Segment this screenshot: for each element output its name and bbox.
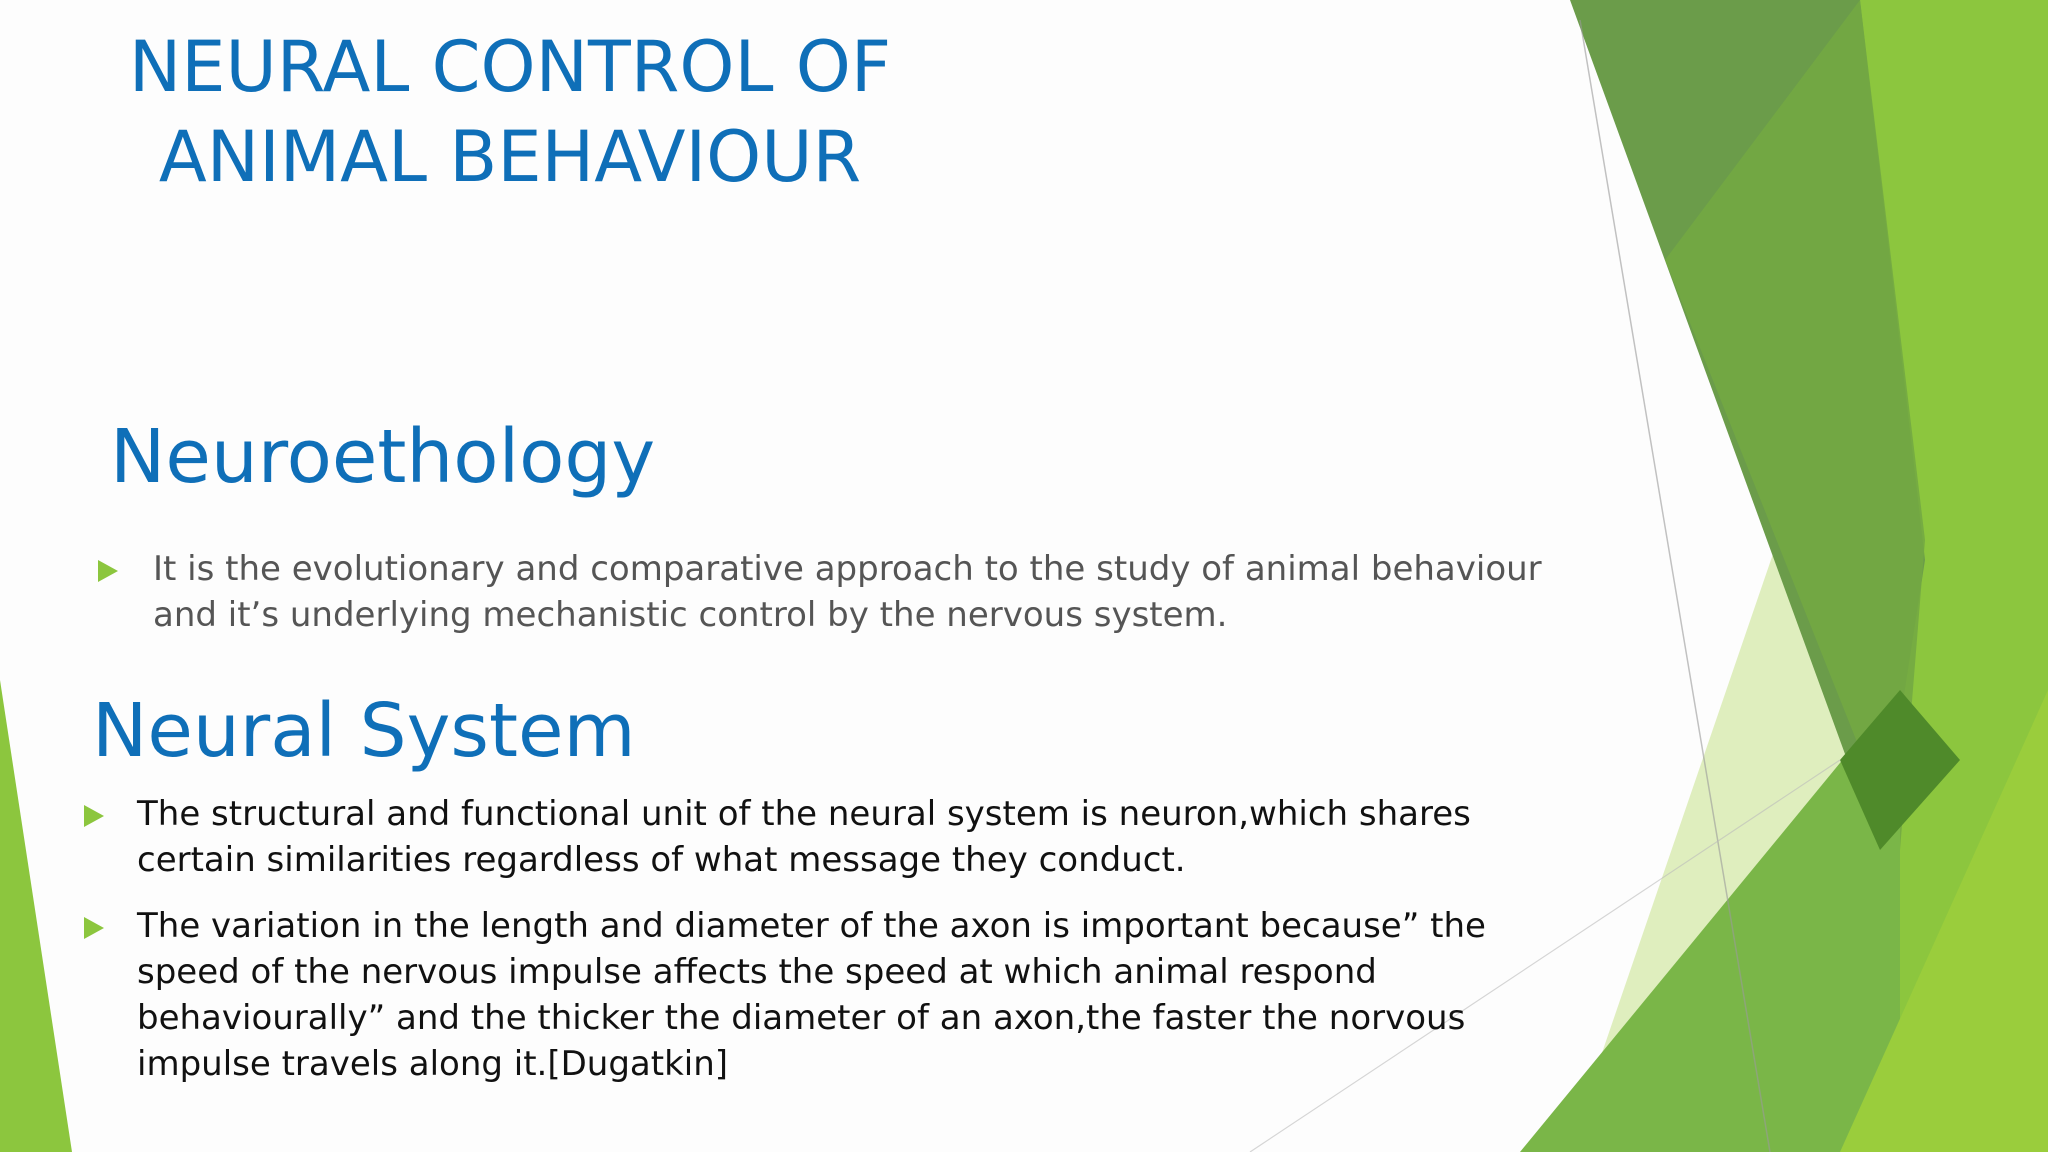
left-green-stripe	[0, 680, 72, 1152]
neuroethology-bullet-list	[98, 546, 1573, 638]
bullet-text: The variation in the length and diameter of the axon is important because” the speed of the nervous impulse affects the speed at which animal respond behaviourally” and the thicker the diameter of an axon,the faster the norvous impulse travels along it.[Dugatkin]	[137, 906, 1486, 1084]
bullet-item	[98, 546, 1573, 638]
right-triangle-bullet-icon	[84, 917, 104, 939]
right-triangle-bullet-icon	[98, 560, 118, 582]
bullet-text: The structural and functional unit of the neural system is neuron,which shares certain similarities regardless of what message they conduct.	[137, 794, 1471, 880]
neural-system-bullet-list	[84, 791, 1577, 1107]
right-triangle-bullet-icon	[84, 805, 104, 827]
bullet-text: It is the evolutionary and comparative approach to the study of animal behaviour and it’s underlying mechanistic control by the nervous system.	[153, 549, 1542, 635]
heading-neural-system: Neural System	[92, 688, 636, 774]
bullet-item	[84, 903, 1577, 1087]
slide-title-line-1: NEURAL CONTROL OF	[128, 26, 892, 108]
slide-title	[100, 22, 920, 202]
slide-title-line-2: ANIMAL BEHAVIOUR	[158, 116, 862, 198]
bullet-item	[84, 791, 1577, 883]
heading-neuroethology: Neuroethology	[110, 414, 656, 500]
